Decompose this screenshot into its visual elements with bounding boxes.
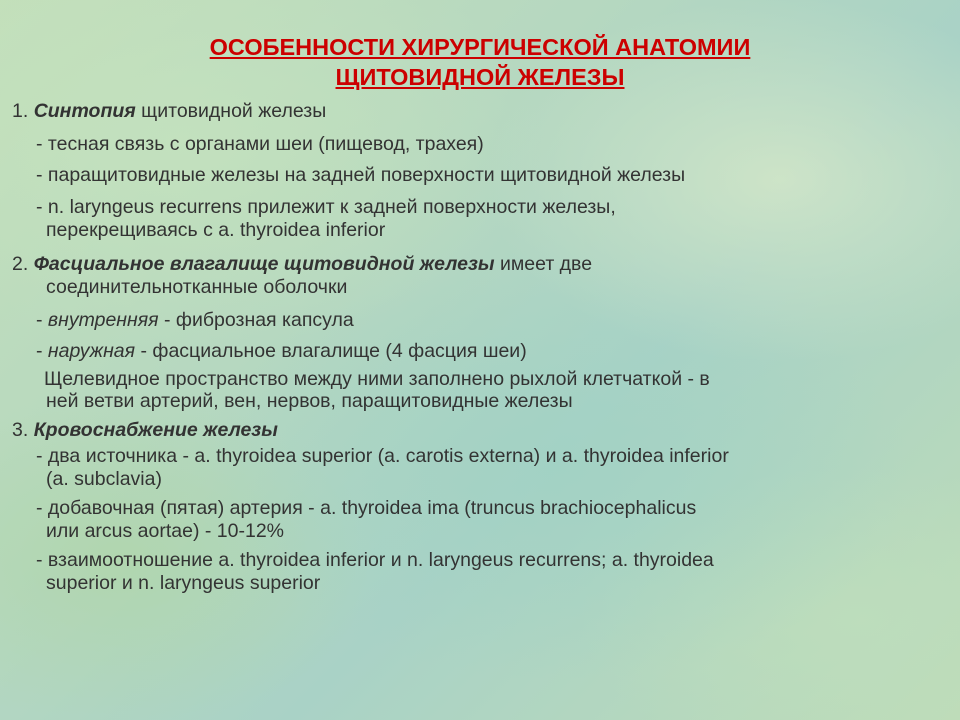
section-3-title: Кровоснабжение железы	[33, 419, 278, 441]
section-1-number: 1.	[12, 100, 34, 122]
dash: -	[36, 340, 48, 362]
inner-layer-desc: - фиброзная капсула	[158, 309, 354, 331]
section-1-bullet-3-cont: перекрещиваясь с a. thyroidea inferior	[46, 219, 386, 241]
slide-title	[0, 32, 960, 92]
section-2-paragraph-line-2: ней ветви артерий, вен, нервов, паращитовидные железы	[46, 390, 573, 412]
section-3-number: 3.	[12, 419, 34, 441]
section-2-title: Фасциальное влагалище щитовидной железы	[33, 253, 495, 275]
section-1-bullet-3: - n. laryngeus recurrens прилежит к задней поверхности железы,	[36, 196, 616, 218]
section-1-bullet-1: - тесная связь с органами шеи (пищевод, трахея)	[36, 133, 484, 155]
outer-layer-desc: - фасциальное влагалище (4 фасция шеи)	[135, 340, 527, 362]
section-2-number: 2.	[12, 253, 34, 275]
section-3-bullet-1: - два источника - a. thyroidea superior (a. carotis externa) и a. thyroidea inferior	[36, 445, 729, 467]
dash: -	[36, 309, 48, 331]
section-2-heading-cont: соединительнотканные оболочки	[46, 276, 348, 298]
section-2-title-rest: имеет две	[494, 253, 593, 275]
section-3-bullet-1-cont: (a. subclavia)	[46, 468, 162, 490]
section-1-bullet-2: - паращитовидные железы на задней поверхности щитовидной железы	[36, 164, 686, 186]
section-1-heading	[12, 100, 326, 123]
section-3-bullet-3-cont: superior и n. laryngeus superior	[46, 572, 321, 594]
section-2-heading	[12, 253, 592, 276]
section-3-bullet-2: - добавочная (пятая) артерия - a. thyroidea ima (truncus brachiocephalicus	[36, 497, 697, 519]
outer-layer-term: наружная	[47, 340, 136, 362]
section-3-bullet-2-cont: или arcus aortae) - 10-12%	[46, 520, 285, 542]
slide-title-line-2: ЩИТОВИДНОЙ ЖЕЛЕЗЫ	[335, 64, 625, 90]
section-3-bullet-3: - взаимоотношение a. thyroidea inferior и n. laryngeus recurrens; a. thyroidea	[36, 549, 714, 571]
section-2-bullet-1	[36, 309, 354, 332]
slide-title-line-1: ОСОБЕННОСТИ ХИРУРГИЧЕСКОЙ АНАТОМИИ	[209, 34, 751, 60]
section-2-bullet-2	[36, 340, 527, 363]
section-3-heading	[12, 419, 278, 442]
section-2-paragraph-line-1: Щелевидное пространство между ними заполнено рыхлой клетчаткой - в	[44, 368, 710, 390]
inner-layer-term: внутренняя	[47, 309, 159, 331]
section-1-title-rest: щитовидной железы	[135, 100, 327, 122]
section-1-title: Синтопия	[33, 100, 136, 122]
